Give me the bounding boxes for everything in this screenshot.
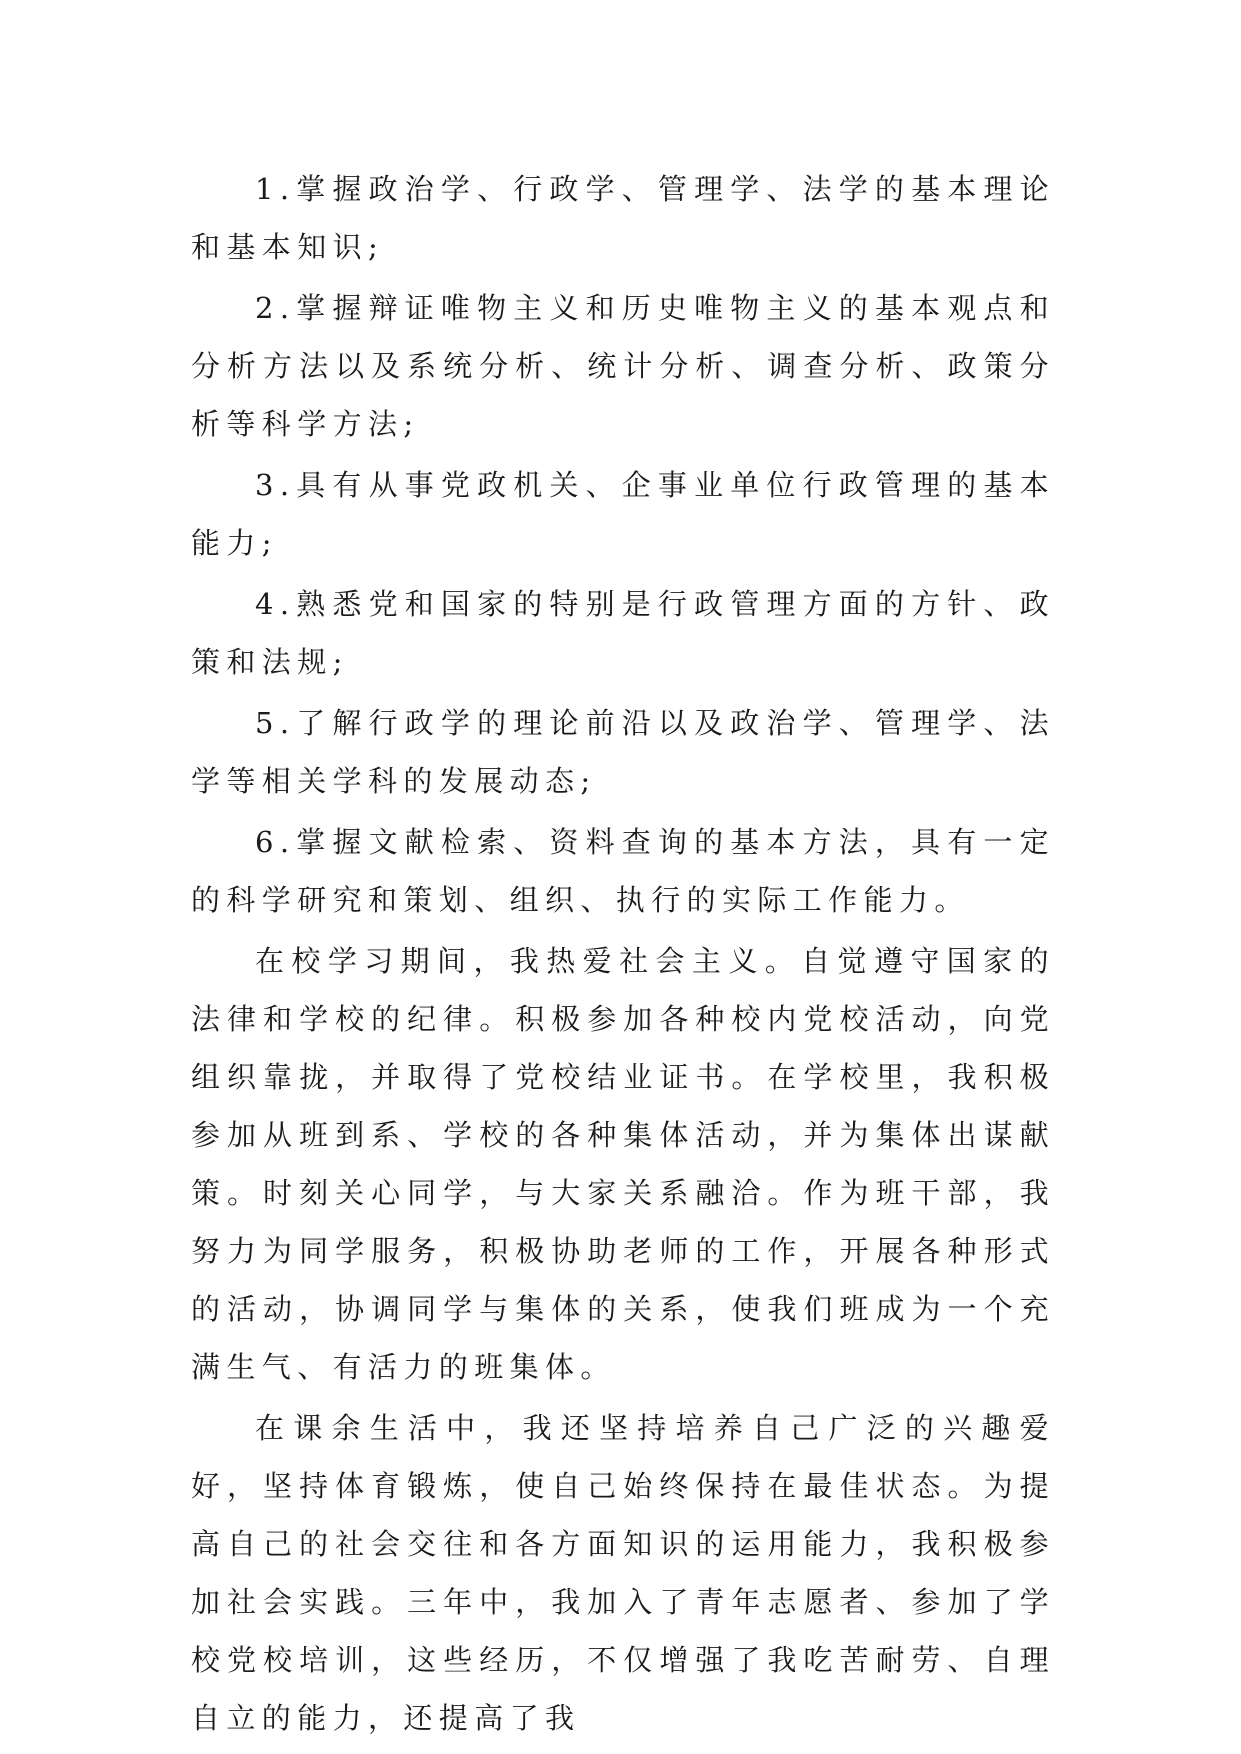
paragraph-objective-1: 1.掌握政治学、行政学、管理学、法学的基本理论和基本知识; — [191, 172, 1055, 264]
paragraph-objective-3: 3.具有从事党政机关、企事业单位行政管理的基本能力; — [191, 468, 1055, 560]
paragraph-extracurricular: 在课余生活中，我还坚持培养自己广泛的兴趣爱好，坚持体育锻炼，使自己始终保持在最佳状态。为提高自己的社会交往和各方面知识的运用能力，我积极参加社会实践。三年中，我加入了青年志愿者、参加了学校党校培训，这些经历，不仅增强了我吃苦耐劳、自理自立的能力，还提高了我 — [191, 1411, 1055, 1735]
paragraph-school-life: 在校学习期间，我热爱社会主义。自觉遵守国家的法律和学校的纪律。积极参加各种校内党校活动，向党组织靠拢，并取得了党校结业证书。在学校里，我积极参加从班到系、学校的各种集体活动，并为集体出谋献策。时刻关心同学，与大家关系融洽。作为班干部，我努力为同学服务，积极协助老师的工作，开展各种形式的活动，协调同学与集体的关系，使我们班成为一个充满生气、有活力的班集体。 — [191, 944, 1055, 1384]
paragraph-objective-4: 4.熟悉党和国家的特别是行政管理方面的方针、政策和法规; — [191, 587, 1055, 679]
paragraph-objective-6: 6.掌握文献检索、资料查询的基本方法，具有一定的科学研究和策划、组织、执行的实际工作能力。 — [191, 825, 1055, 917]
paragraph-objective-5: 5.了解行政学的理论前沿以及政治学、管理学、法学等相关学科的发展动态; — [191, 706, 1055, 798]
paragraph-objective-2: 2.掌握辩证唯物主义和历史唯物主义的基本观点和分析方法以及系统分析、统计分析、调查分析、政策分析等科学方法; — [191, 291, 1055, 441]
document-body — [191, 160, 1055, 1750]
